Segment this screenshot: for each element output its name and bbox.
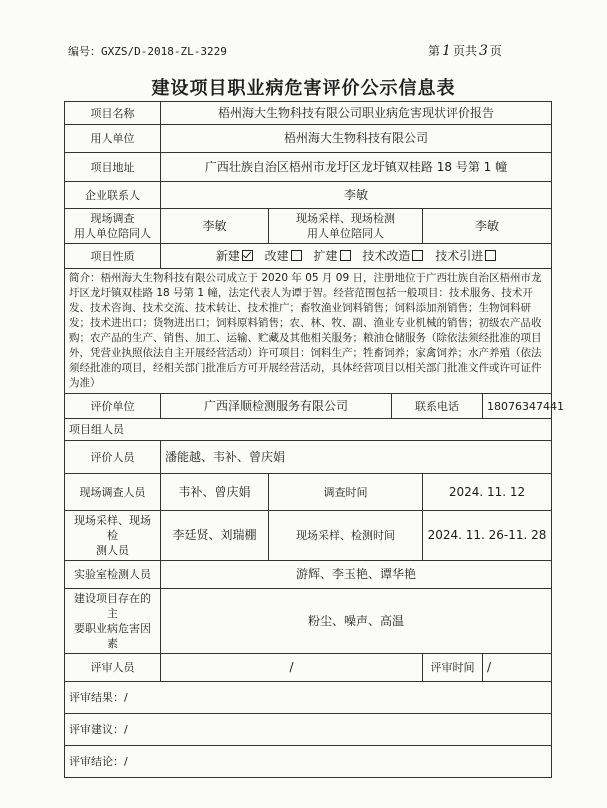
project-name-value: 梧州海大生物科技有限公司职业病危害现状评价报告 bbox=[161, 102, 552, 125]
sampling-staff-label bbox=[65, 511, 161, 561]
row-sampling-staff bbox=[65, 511, 552, 561]
nature-label: 项目性质 bbox=[65, 244, 161, 269]
nature-option-tech-import: 技术引进 bbox=[435, 249, 496, 264]
contact-value: 李敏 bbox=[161, 182, 552, 209]
row-hazards bbox=[65, 589, 552, 654]
row-team-header bbox=[65, 419, 552, 441]
row-reviewers bbox=[65, 654, 552, 682]
nature-option-expand: 扩建 bbox=[314, 249, 351, 264]
eval-staff-label: 评价人员 bbox=[65, 441, 161, 474]
checkbox-checked-icon bbox=[242, 250, 253, 261]
project-name-label: 项目名称 bbox=[65, 102, 161, 125]
page-prefix: 第 bbox=[428, 44, 441, 58]
checkbox-empty-icon bbox=[412, 250, 423, 261]
employer-label: 用人单位 bbox=[65, 125, 161, 153]
checkbox-empty-icon bbox=[485, 250, 496, 261]
accompany-label-line1: 现场调查 bbox=[90, 212, 135, 225]
sampling-time-label: 现场采样、检测时间 bbox=[269, 511, 423, 561]
phone-value: 18076347441 bbox=[483, 394, 552, 419]
sampling-time-value: 2024. 11. 26-11. 28 bbox=[423, 511, 552, 561]
page-suffix: 页 bbox=[489, 44, 502, 58]
accompany-sampling-label-line1: 现场采样、现场检测 bbox=[296, 212, 395, 225]
survey-time-value: 2024. 11. 12 bbox=[423, 474, 552, 511]
review-time-label: 评审时间 bbox=[423, 654, 483, 682]
nature-option-rebuild: 改建 bbox=[265, 249, 302, 264]
accompany-sampling-label-line2: 用人单位陪同人 bbox=[307, 227, 384, 240]
employer-value: 梧州海大生物科技有限公司 bbox=[161, 125, 552, 153]
address-label: 项目地址 bbox=[65, 153, 161, 182]
row-review-advice bbox=[65, 714, 552, 746]
info-table bbox=[64, 101, 564, 778]
checkbox-empty-icon bbox=[340, 250, 351, 261]
row-eval-staff bbox=[65, 441, 552, 474]
document-number: 编号：GXZS/D-2018-ZL-3229 bbox=[68, 45, 227, 58]
survey-staff-value: 韦补、曾庆娟 bbox=[161, 474, 269, 511]
hazards-label bbox=[65, 589, 161, 654]
eval-staff-value: 潘能越、韦补、曾庆娟 bbox=[161, 441, 552, 474]
accompany-sampling-label bbox=[269, 209, 423, 244]
row-contact bbox=[65, 182, 552, 209]
contact-label: 企业联系人 bbox=[65, 182, 161, 209]
survey-staff-label: 现场调查人员 bbox=[65, 474, 161, 511]
lab-staff-value: 游辉、李玉艳、谭华艳 bbox=[161, 561, 552, 589]
row-review-conclusion bbox=[65, 746, 552, 778]
row-nature bbox=[65, 244, 552, 269]
hazards-label-line1: 建设项目存在的主 bbox=[74, 592, 151, 620]
reviewers-value: / bbox=[161, 654, 423, 682]
row-lab-staff bbox=[65, 561, 552, 589]
row-review-result bbox=[65, 682, 552, 714]
row-intro bbox=[65, 269, 552, 394]
nature-option-tech-upgrade: 技术改造 bbox=[362, 249, 423, 264]
company-introduction: 简介：梧州海大生物科技有限公司成立于 2020 年 05 月 09 日，注册地位于广西壮族自治区梧州市龙圩区龙圩镇双桂路 18 号第 1 幢，法定代表人为谭于智。经营范围包括一般项目：技术服务、技术开发、技术咨询、技术交流、技术转让、技术推广；畜牧渔业饲料销售；饲料添加剂销售；生物饲料研发；技术进出口；货物进出口；饲料原料销售；农、林、牧、副、渔业专业机械的销售；初级农产品收购；农产品的生产、销售、加工、运输、贮藏及其他相关服务；粮油仓储服务（除依法须经批准的项目外，凭营业执照依法自主开展经营活动）许可项目：饲料生产；牲畜饲养；家禽饲养；水产养殖（依法须经批准的项目，经相关部门批准后方可开展经营活动，具体经营项目以相关部门批准文件或许可证件为准） bbox=[65, 269, 552, 394]
team-header: 项目组人员 bbox=[65, 419, 552, 441]
reviewers-label: 评审人员 bbox=[65, 654, 161, 682]
nature-option-new: 新建 bbox=[216, 249, 253, 264]
page-total: 3 bbox=[478, 43, 488, 59]
checkbox-empty-icon bbox=[291, 250, 302, 261]
row-survey-staff bbox=[65, 474, 552, 511]
lab-staff-label: 实验室检测人员 bbox=[65, 561, 161, 589]
review-result: 评审结果：/ bbox=[65, 682, 552, 714]
accompany-label-line2: 用人单位陪同人 bbox=[74, 227, 151, 240]
hazards-label-line2: 要职业病危害因素 bbox=[74, 622, 151, 650]
nature-options bbox=[161, 244, 552, 269]
accompany-label bbox=[65, 209, 161, 244]
accompany-survey-value: 李敏 bbox=[161, 209, 269, 244]
sampling-staff-label-line1: 现场采样、现场检 bbox=[74, 514, 151, 542]
sampling-staff-value: 李廷贤、刘瑞棚 bbox=[161, 511, 269, 561]
review-conclusion: 评审结论：/ bbox=[65, 746, 552, 778]
hazards-value: 粉尘、噪声、高温 bbox=[161, 589, 552, 654]
address-value: 广西壮族自治区梧州市龙圩区龙圩镇双桂路 18 号第 1 幢 bbox=[161, 153, 552, 182]
accompany-sampling-value: 李敏 bbox=[423, 209, 552, 244]
row-project-name bbox=[65, 102, 552, 125]
review-advice: 评审建议：/ bbox=[65, 714, 552, 746]
row-evaluator bbox=[65, 394, 552, 419]
row-address bbox=[65, 153, 552, 182]
page-title: 建设项目职业病危害评价公示信息表 bbox=[151, 78, 456, 99]
evaluator-value: 广西泽顺检测服务有限公司 bbox=[161, 394, 392, 419]
page-current: 1 bbox=[442, 43, 451, 59]
row-accompany bbox=[65, 209, 552, 244]
row-employer bbox=[65, 125, 552, 153]
page-count bbox=[428, 42, 502, 59]
review-time-value: / bbox=[483, 654, 552, 682]
sampling-staff-label-line2: 测人员 bbox=[96, 544, 129, 557]
phone-label: 联系电话 bbox=[392, 394, 483, 419]
page-middle: 页共 bbox=[452, 44, 477, 58]
survey-time-label: 调查时间 bbox=[269, 474, 423, 511]
evaluator-label: 评价单位 bbox=[65, 394, 161, 419]
